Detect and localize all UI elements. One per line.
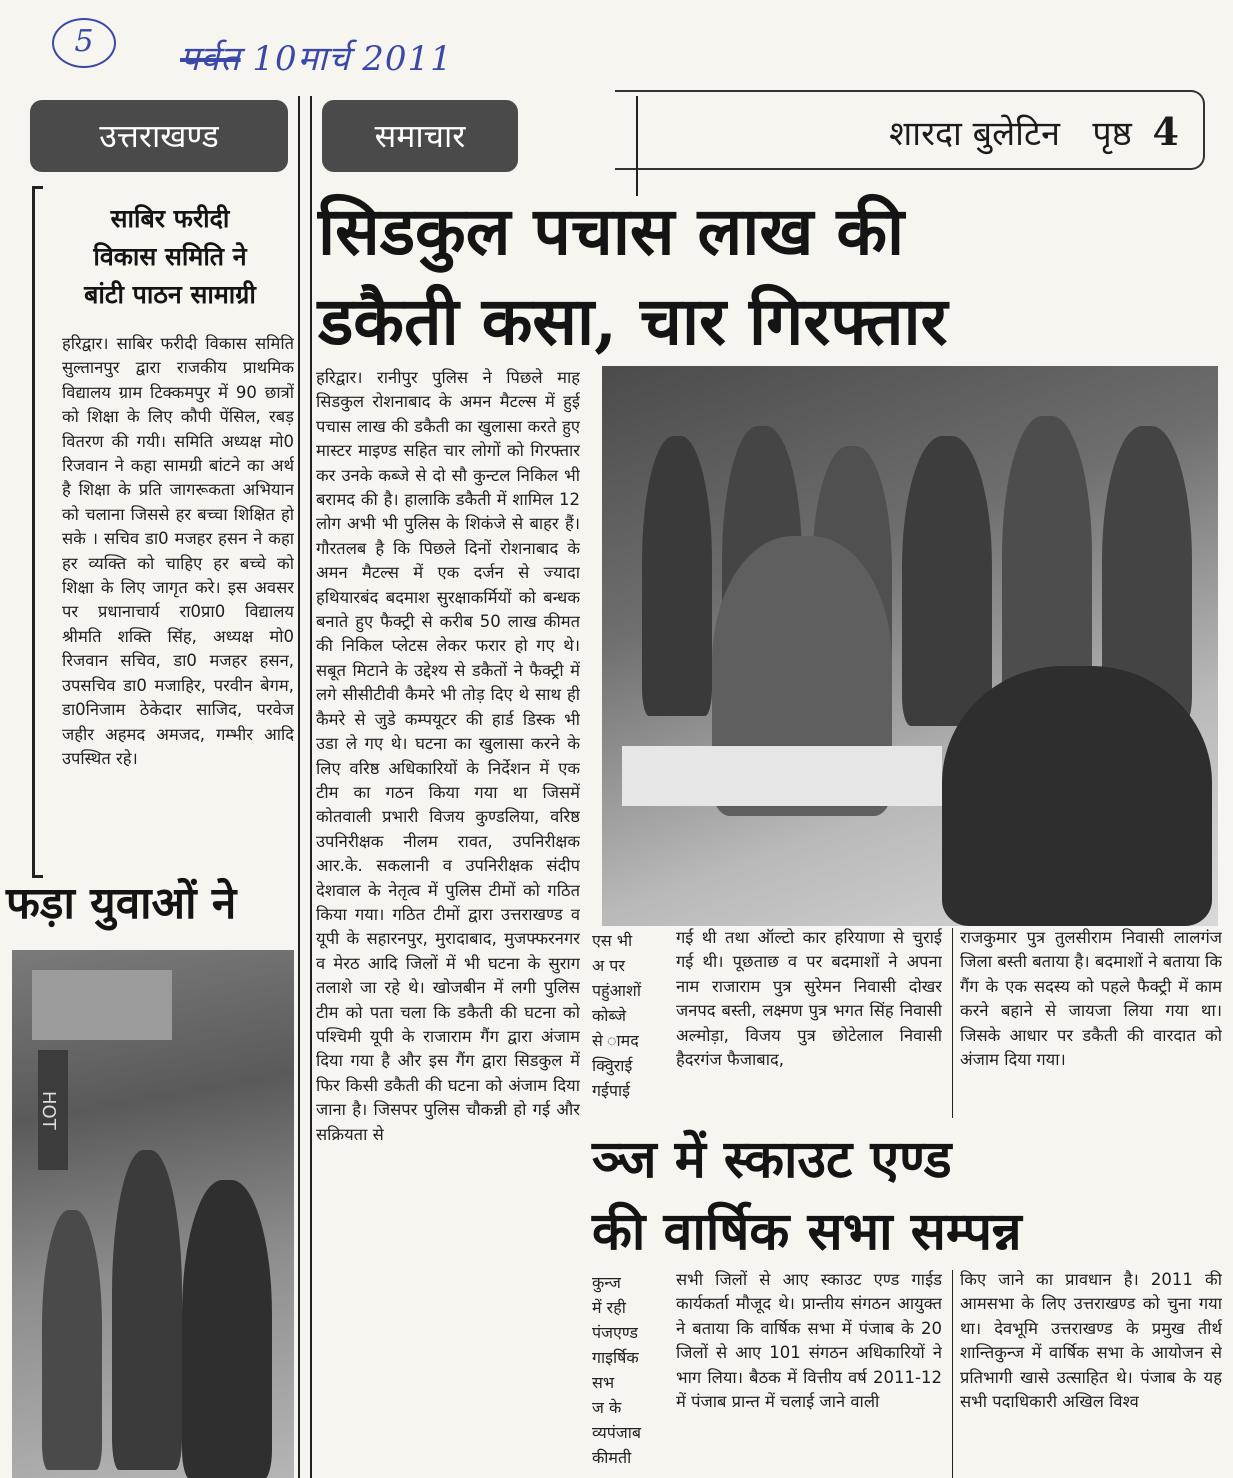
left-article-headline xyxy=(44,200,296,314)
left-article-bracket xyxy=(32,186,43,878)
main-article-column-4 xyxy=(960,926,1222,1116)
photo-hotel-sign: HOT xyxy=(38,1050,68,1170)
section-tag-samachar: समाचार xyxy=(322,100,518,172)
left-headline-line-2: विकास समिति ने xyxy=(93,242,247,271)
scout-headline-line-1: ञ्ज में स्काउट एण्ड xyxy=(592,1129,952,1190)
handwritten-date-text: 10मार्च 2011 xyxy=(252,39,453,79)
photo-person xyxy=(182,1180,272,1478)
scout-article-column-4 xyxy=(960,1268,1222,1478)
photo-person xyxy=(112,1150,182,1470)
publication-name: शारदा बुलेटिन xyxy=(889,114,1060,154)
section-tag-uttarakhand: उत्तराखण्ड xyxy=(30,100,288,172)
handwritten-date xyxy=(180,34,453,80)
fragment-line: से ामद xyxy=(592,1031,639,1050)
main-article-column-3 xyxy=(676,926,942,1116)
fragment-line: कीमती xyxy=(592,1448,632,1467)
column-rule-top xyxy=(636,96,638,196)
photo-papers-on-table xyxy=(622,746,942,806)
left-headline-line-3: बांटी पाठन सामाग्री xyxy=(84,280,256,309)
fragment-line: ज के xyxy=(592,1398,622,1417)
main-article-text-4: राजकुमार पुत्र तुलसीराम निवासी लालगंज जिला बस्ती बताया है। बदमाशों ने बताया कि गैंग के एक सदस्य को पहले फैक्ट्री में काम करने बहाने से जायजा लिया गया था। जिसके आधार पर डकैती की वारदात को अंजाम दिया गया। xyxy=(960,928,1222,1070)
masthead-page-reference xyxy=(615,90,1205,170)
photo-building-window xyxy=(32,970,172,1040)
fragment-line: में रही xyxy=(592,1298,626,1317)
scout-headline xyxy=(592,1124,1222,1268)
scout-article-column-3 xyxy=(676,1268,942,1478)
photo-person xyxy=(42,1210,102,1470)
photo-officer-foreground xyxy=(942,666,1212,926)
handwritten-circled-number: 5 xyxy=(52,18,116,68)
main-article-column-1 xyxy=(316,366,580,1478)
photo-person xyxy=(642,436,712,716)
main-headline xyxy=(318,186,1218,366)
scout-headline-line-2: की वार्षिक सभा सम्पन्न xyxy=(592,1201,1022,1262)
fragment-line: अ पर xyxy=(592,956,625,975)
fragment-line: गाइर्षिक xyxy=(592,1348,639,1367)
column-rule-left-inner xyxy=(310,96,312,1478)
fragment-line: गईपाई xyxy=(592,1081,630,1100)
youth-headline-fragment: फड़ा युवाओं ने xyxy=(6,878,237,929)
left-article-body xyxy=(62,332,294,872)
column-rule-right-lower xyxy=(952,1270,953,1478)
main-headline-line-1: सिडकुल पचास लाख की xyxy=(318,192,905,270)
left-headline-line-1: साबिर फरीदी xyxy=(110,204,230,233)
fragment-line: पहुंआशों xyxy=(592,981,641,1000)
main-article-text-1: हरिद्वार। रानीपुर पुलिस ने पिछले माह सिडकुल रोशनाबाद के अमन मैटल्स में हुई पचास लाख की डकैती का खुलासा करते हुए मास्टर माइण्ड सहित चार लोगों को गिरफ्तार कर उनके कब्जे से दो सौ कुन्टल निकिल भी बरामद की है। हालाकि डकैती में शामिल 12 लोग अभी भी पुलिस के शिकंजे से बाहर हैं। गौरतलब है कि पिछले दिनों रोशनाबाद के अमन मैटल्स में एक दर्जन से ज्यादा हथियारबंद बदमाश सुरक्षाकर्मियों को बन्धक बनाते हुए फैक्ट्री से करीब 50 लाख कीमत की निकिल प्लेटस लेकर फरार हो गए थे। सबूत मिटाने के उद्देश्य से डकैतों ने फैक्ट्री में लगे सीसीटीवी कैमरे भी तोड़ दिए थे साथ ही कैमरे से जुडे कम्पयूटर की हार्ड डिस्क भी उडा ले गए थे। घटना का खुलासा करने के लिए वरिष्ठ अधिकारियों के निर्देशन में एक टीम का गठन किया गया था जिसमें कोतवाली प्रभारी विजय कुण्डलिया, वरिष्ठ उपनिरीक्षक नीलम रावत, उपनिरीक्षक आर.के. सकलानी व उपनिरीक्षक संदीप देशवाल के नेतृत्व में पुलिस टीमों को गठित किया गया। गठित टीमों द्वारा उत्तराखण्ड व यूपी के सहारनपुर, मुरादाबाद, मुजफ्फरनगर व मेरठ आदि जिलों में भी घटना के सुराग तलाशे जा रहे थे। खोजबीन में लगी पुलिस टीम को पता चला कि डकैती की घटना को पश्चिमी यूपी के राजाराम गैंग द्वारा अंजाम दिया गया है और इस गैंग द्वारा सिडकुल में फिर किसी डकैती की घटना को अंजाम दिया जाना है। जिसपर पुलिस चौकन्नी हो गई और सक्रियता से xyxy=(316,368,580,1144)
page-label: पृष्ठ xyxy=(1092,114,1132,154)
page-number: 4 xyxy=(1152,109,1179,154)
column-rule-left xyxy=(298,96,300,1478)
main-photo-police-press xyxy=(602,366,1218,926)
photo-person xyxy=(902,436,992,726)
fragment-line: एस भी xyxy=(592,931,633,950)
fragment-line: सभ xyxy=(592,1373,615,1392)
main-article-fragment-column xyxy=(592,928,654,1103)
left-article-text: हरिद्वार। साबिर फरीदी विकास समिति सुल्तानपुर द्वारा राजकीय प्राथमिक विद्यालय ग्राम टिक्कमपुर में 90 छात्रों को शिक्षा के लिए कौपी पेंसिल, रबड़ वितरण की गयी। समिति अध्यक्ष मो0 रिजवान ने कहा सामग्री बांटने का अर्थ है शिक्षा के प्रति जागरूकता अभियान को चलाना जिससे हर बच्चा शिक्षित हो सके । सचिव डा0 मजहर हसन ने कहा हर व्यक्ति को चाहिए हर बच्चे को शिक्षा के लिए जागृत करे। इस अवसर पर प्रधानाचार्य रा0प्रा0 विद्यालय श्रीमति शक्ति सिंह, अध्यक्ष मो0 रिजवान सचिव, डा0 मजहर हसन, उपसचिव डा0 मजाहिर, परवीन बेगम, डा0निजाम ठेकेदार साजिद, परवेज जहीर अहमद अमजद, गम्भीर आदि उपस्थित रहे। xyxy=(62,334,294,768)
scout-fragment-column xyxy=(592,1270,662,1470)
fragment-line: पंजएण्ड xyxy=(592,1323,638,1342)
scout-article-text-4: किए जाने का प्रावधान है। 2011 की आमसभा के लिए उत्तराखण्ड को चुना गया था। देवभूमि उत्तराखण्ड के प्रमुख तीर्थ शान्तिकुन्ज में वार्षिक सभा के आयोजन से प्रतिभागी खासे उत्साहित थे। पंजाब के यह सभी पदाधिकारी अखिल विश्व xyxy=(960,1270,1222,1412)
column-rule-right xyxy=(952,928,953,1118)
fragment-line: कोब्जे xyxy=(592,1006,627,1025)
main-headline-line-2: डकैती कसा, चार गिरफ्तार xyxy=(318,282,948,360)
youth-photo xyxy=(12,950,294,1478)
main-article-text-3: गई थी तथा ऑल्टो कार हरियाणा से चुराई गई थी। पूछताछ व पर बदमाशों ने अपना नाम राजाराम पुत्र सुरेमन निवासी दोखर जनपद बस्ती, लक्ष्मण पुत्र भगत सिंह निवासी अल्मोड़ा, विजय पुत्र छोटेलाल निवासी हैदरगंज फैजाबाद, xyxy=(676,928,942,1070)
fragment-line: कुन्ज xyxy=(592,1273,621,1292)
fragment-line: क्विुराई xyxy=(592,1056,633,1075)
fragment-line: व्यपंजाब xyxy=(592,1423,641,1442)
scout-article-text-3: सभी जिलों से आए स्काउट एण्ड गाईड कार्यकर्ता मौजूद थे। प्रान्तीय संगठन आयुक्त ने बताया कि वार्षिक सभा में पंजाब के 20 जिलों से आए 101 संगठन अधिकारियों ने भाग लिया। बैठक में वित्तीय वर्ष 2011-12 में पंजाब प्रान्त में चलाई जाने वाली xyxy=(676,1270,942,1412)
handwritten-struck-text: पर्वत xyxy=(180,39,241,79)
